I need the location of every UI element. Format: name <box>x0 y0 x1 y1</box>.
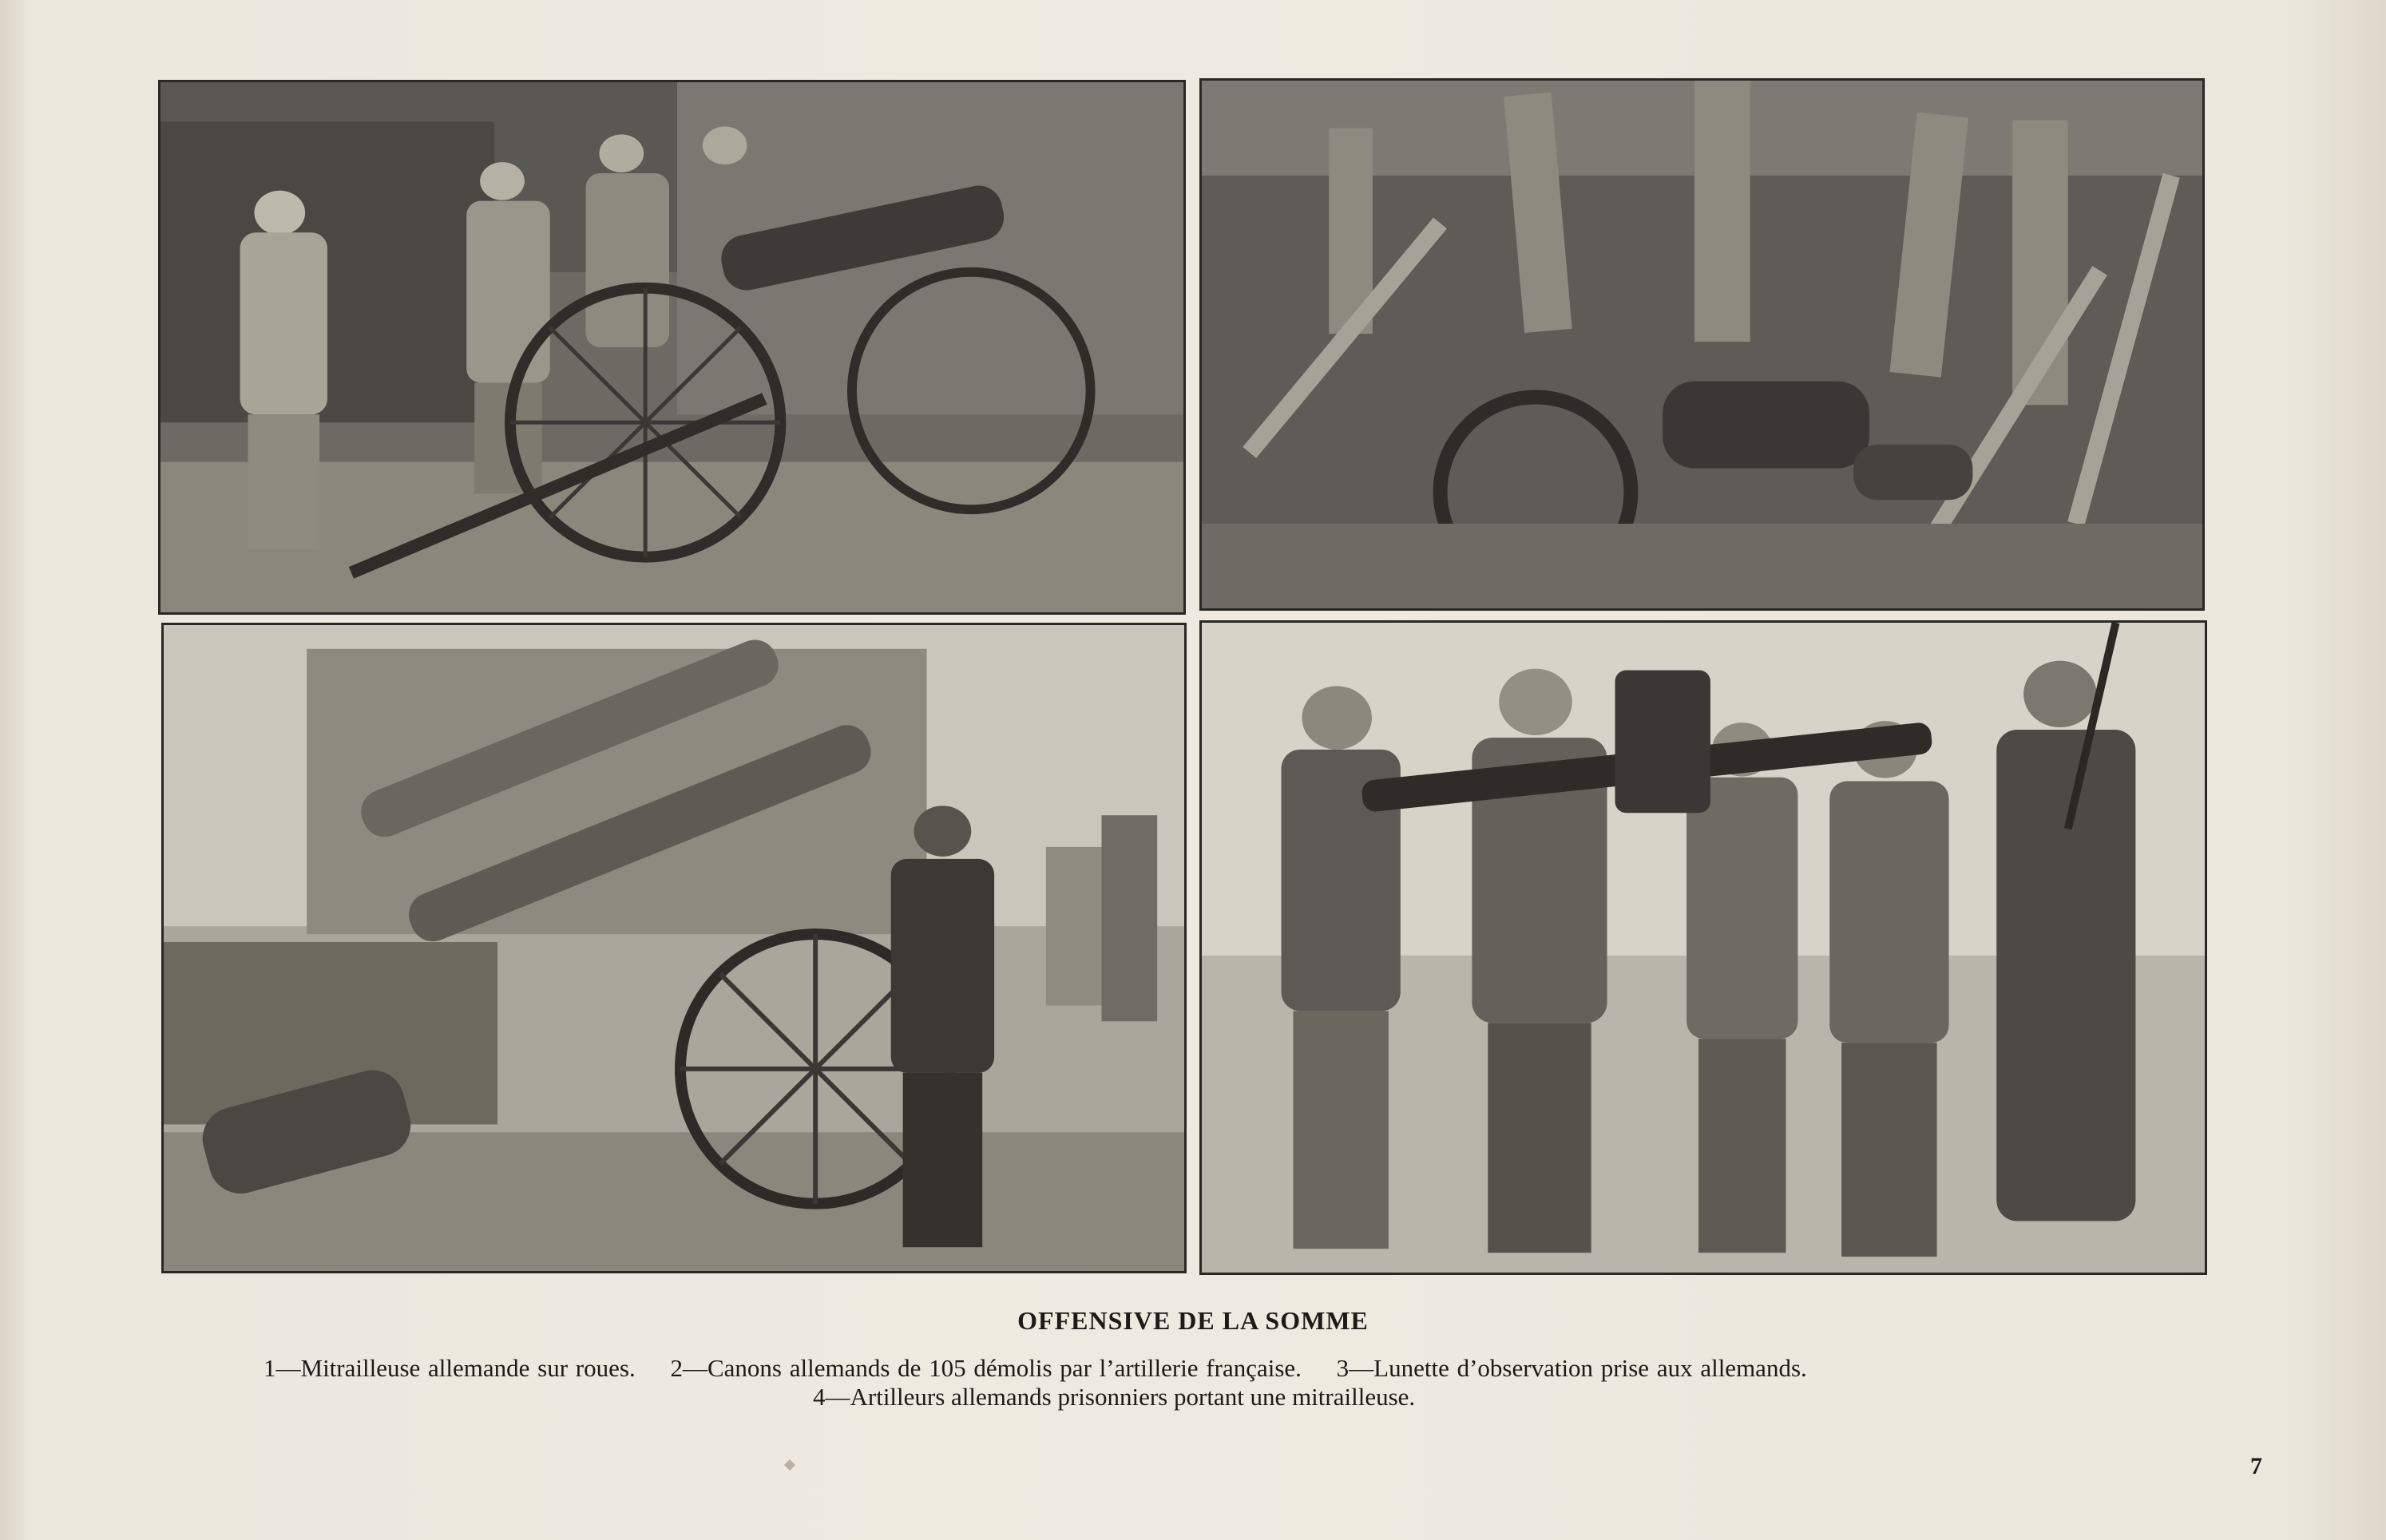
photo-4-image <box>1202 623 2205 1273</box>
caption-item-2: 2—Canons allemands de 105 démolis par l’artillerie française. <box>670 1354 1302 1382</box>
photo-prisoners-with-machine-gun <box>1199 620 2207 1275</box>
photo-machine-gun-on-wheels <box>158 80 1186 615</box>
photo-1-image <box>161 82 1183 612</box>
caption-title: OFFENSIVE DE LA SOMME <box>1017 1306 1369 1335</box>
photo-destroyed-cannons <box>1199 78 2205 611</box>
printer-ornament <box>784 1459 795 1471</box>
photo-2-image <box>1202 81 2202 608</box>
caption-line-1 <box>264 1354 2132 1383</box>
photo-captured-observation-scope <box>161 623 1187 1273</box>
photo-3-image <box>164 625 1184 1271</box>
caption-item-4: 4—Artilleurs allemands prisonniers portant une mitrailleuse. <box>813 1383 1416 1411</box>
page-number: 7 <box>2250 1453 2262 1479</box>
caption-item-1: 1—Mitrailleuse allemande sur roues. <box>264 1354 636 1382</box>
caption-item-3: 3—Lunette d’observation prise aux allemands. <box>1336 1354 1807 1382</box>
